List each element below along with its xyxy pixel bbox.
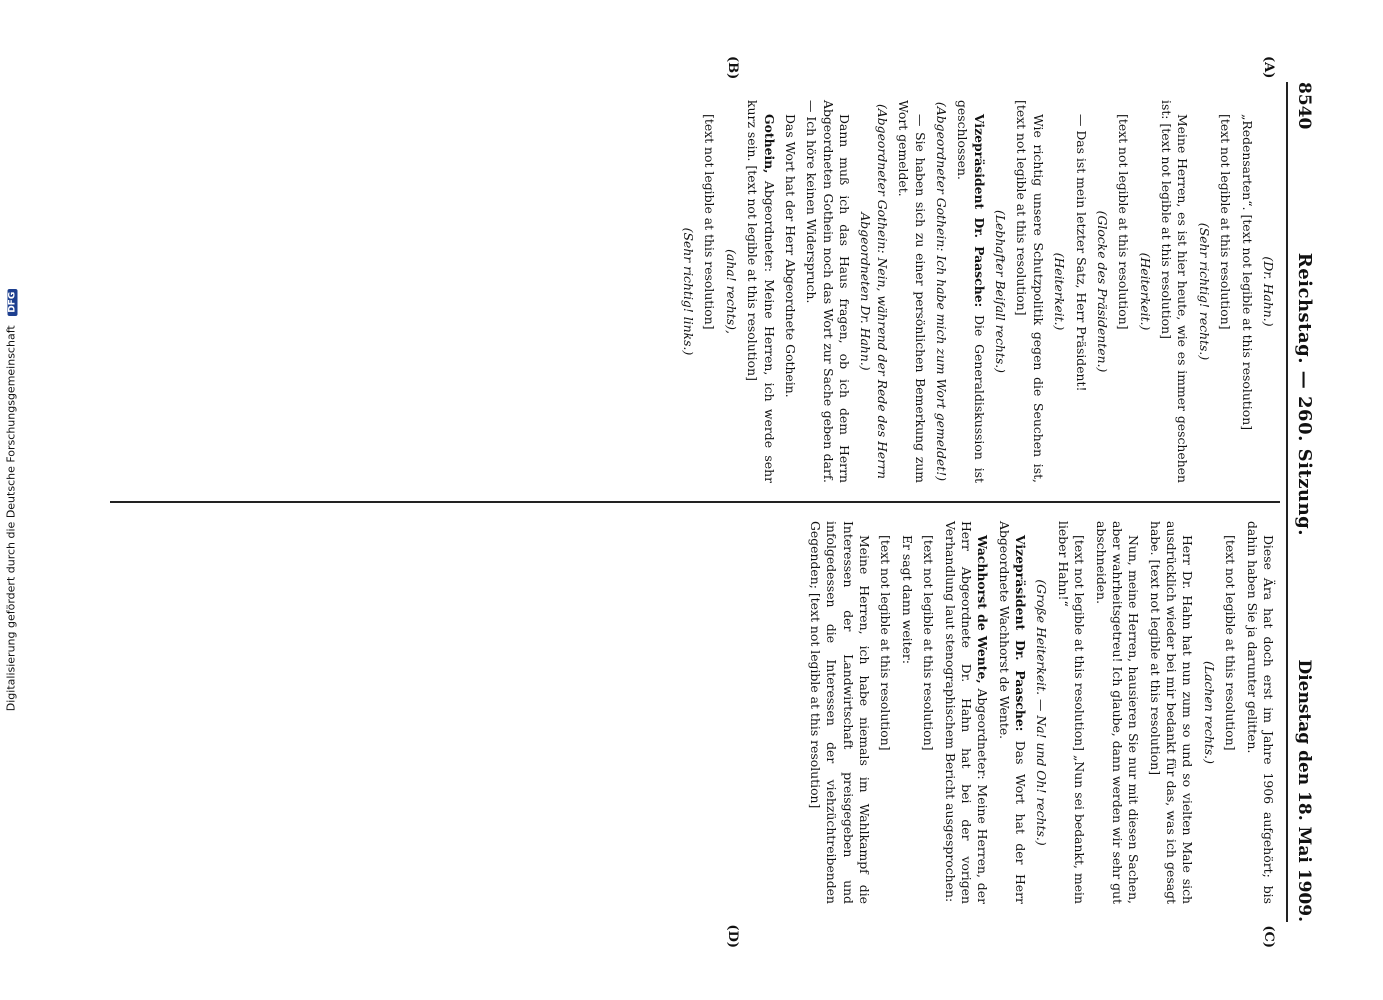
paragraph-text: [text not legible at this resolution] [1218,114,1234,330]
paragraph-text: Dann muß ich das Haus fragen, ob ich dem Herrn Abgeordneten Gothein noch das Wort zur Sache geben darf. — Ich höre keinen Widerspruch. [804,100,853,483]
page-title: Reichstag. — 260. Sitzung. [1294,252,1315,537]
paragraph [1243,521,1276,904]
stage-direction: (Dr. Hahn.) [1261,256,1276,327]
paragraph-text: „Redensarten“. [text not legible at this resolution] [1239,114,1255,431]
paragraph-text: — Das ist mein letzter Satz, Herr Präsident! [1073,114,1089,392]
stage-direction: (Große Heiterkeit. — Na! und Oh! rechts.) [1034,579,1050,846]
speaker-name: Vizepräsident Dr. Paasche: [1013,535,1029,732]
paragraph-text: [text not legible at this resolution] [1116,114,1132,330]
stage-direction: (Sehr richtig! links.) [681,227,697,356]
margin-letter-a: (A) [1261,56,1276,79]
paragraph-text: Meine Herren, es ist hier heute, wie es immer geschehen ist: [text not legible at this resolution] [1159,100,1191,483]
paragraph-text: Diese Ära hat doch erst im Jahre 1906 aufgehört; bis dahin haben Sie ja darunter gelitten. [1244,521,1276,904]
paragraph [782,100,798,483]
paragraph [1115,100,1131,483]
paragraph [1072,100,1088,483]
paragraph [1158,100,1191,483]
stage-direction: (Sehr richtig! rechts.) [1196,222,1212,361]
margin-letter-c: (C) [1261,925,1276,948]
paragraph-text: Abgeordneter: Meine Herren, der Herr Abgeordnete Dr. Hahn hat bei der vorigen Verhandlung laut stenographischem Bericht ausgesprochen: [942,521,991,904]
left-column [110,56,1280,501]
paragraph-text: Meine Herren, ich habe niemals im Wahlkampf die Interessen der Landwirtschaft preisgegeben und infolgedessen die Interessen der viehzüchtreibenden Gegenden; [text not legible at this resolution] [808,521,873,904]
stage-direction: (Heiterkeit.) [1052,252,1068,331]
digitization-sidebar [0,0,22,1000]
page-header [1286,82,1315,922]
speaker-name: Wachhorst de Wente, [975,535,991,684]
stage-direction: (aha! rechts), [723,249,739,334]
stage-direction: (Glocke des Präsidenten.) [1095,210,1110,373]
digitization-note: Digitalisierung gefördert durch die Deutsche Forschungsgemeinschaft [4,325,18,712]
paragraph-text: Das Wort hat der Herr Abgeordnete Gothein. [783,114,798,398]
paragraph [899,521,915,904]
speaker-name: Vizepräsident Dr. Paasche: [971,114,987,308]
paragraph-text: Die Generaldiskussion ist geschlossen. [955,100,987,483]
paragraph-text: Das Wort hat der Herr Abgeordnete Wachhorst de Wente. [996,521,1029,904]
dfg-logo: DFG [8,289,18,316]
paragraph [895,100,928,483]
paragraph [1013,100,1046,483]
paragraph [1222,521,1238,904]
scanned-page [53,52,1333,952]
paragraph [744,100,777,483]
paragraph-text: Abgeordneter: Meine Herren, ich werde sehr kurz sein. [text not legible at this resolution] [745,100,777,483]
paragraph-text: Er sagt dann weiter: [899,535,915,665]
paragraph-text: Wie richtig unsere Schutzpolitik gegen die Seuchen ist, [text not legible at this resolution] [1014,100,1046,483]
stage-direction: (Abgeordneter Gothein: Nein, während der Rede des Herrn Abgeordneten Dr. Hahn.) [858,103,890,480]
paragraph [1217,100,1233,483]
right-column [110,503,1280,948]
paragraph [1055,521,1088,904]
paragraph [1146,521,1195,904]
paragraph [954,100,987,483]
paragraph-text: Nun, meine Herren, hausieren Sie nur mit diesen Sachen, aber wahrheitsgetreu! Ich glaube, dann werden wir sehr gut abschneiden. [1093,521,1142,904]
paragraph [877,521,893,904]
paragraph-text: [text not legible at this resolution] „Nun sei bedankt, mein lieber Hahn!“ [1055,521,1088,904]
paragraph-text: [text not legible at this resolution] [1223,535,1239,751]
paragraph [995,521,1028,904]
stage-direction: (Lebhafter Beifall rechts.) [993,210,1009,373]
paragraph [701,100,717,483]
paragraph [803,100,852,483]
stage-direction: (Lachen rechts.) [1201,661,1217,764]
paragraph [920,521,936,904]
page-date: Dienstag den 18. Mai 1909. [1294,659,1314,922]
paragraph [1092,521,1141,904]
margin-letter-b: (B) [725,56,740,80]
speaker-name: Gothein, [761,114,777,174]
paragraph [1238,100,1254,483]
paragraph-text: — Sie haben sich zu einer persönlichen Bemerkung zum Wort gemeldet. [896,100,928,483]
margin-letter-d: (D) [725,924,740,948]
stage-direction: (Abgeordneter Gothein: Ich habe mich zum Wort gemeldet!) [934,101,949,482]
paragraph-text: [text not legible at this resolution] [921,535,937,751]
page-body [110,56,1280,948]
paragraph-text: Herr Dr. Hahn hat nun zum so und so vielten Male sich ausdrücklich wieder bei mir bedankt für das, was ich gesagt habe. [text not legible at this resolution] [1147,521,1196,904]
paragraph [807,521,873,904]
paragraph-text: [text not legible at this resolution] [878,535,894,751]
scanned-page-viewport [53,52,1333,952]
paragraph-text: [text not legible at this resolution] [702,114,718,330]
page-number: 8540 [1294,82,1314,130]
stage-direction: (Heiterkeit.) [1137,252,1153,331]
paragraph [941,521,990,904]
